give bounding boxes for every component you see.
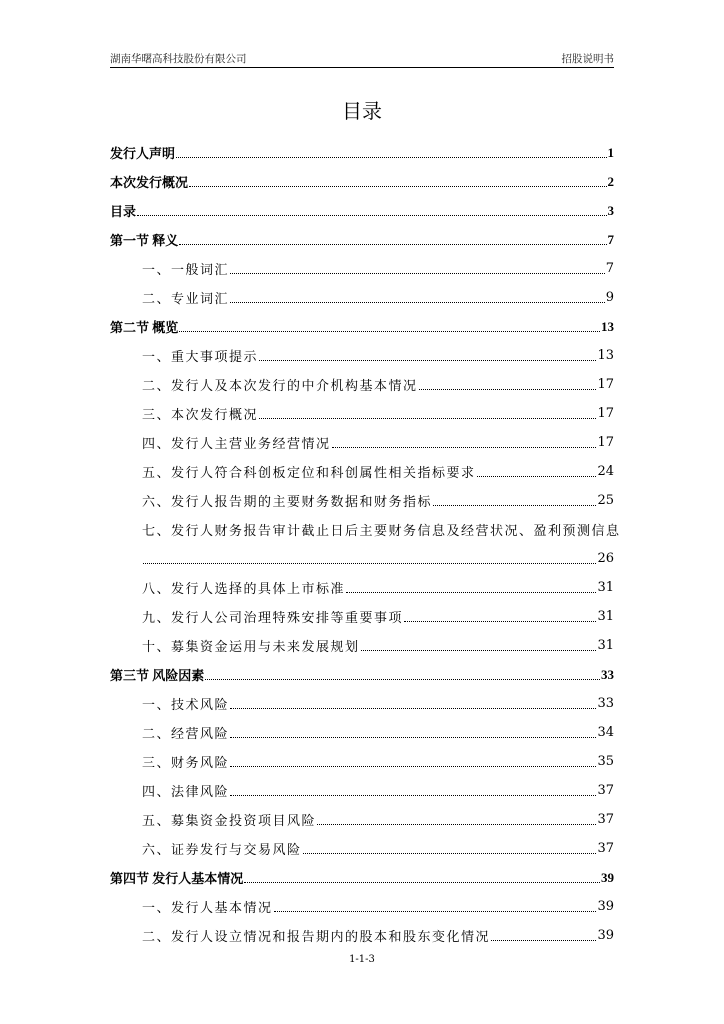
toc-entry-text: 二、专业词汇 [142,292,230,307]
toc-entry-text: 二、经营风险 [142,727,230,742]
toc-entry-page: 9 [605,290,614,305]
toc-entry-text: 六、发行人报告期的主要财务数据和财务指标 [142,495,433,510]
toc-chapter-entry[interactable] [110,225,614,254]
toc-entry-page: 31 [597,580,614,595]
toc-entry-page: 17 [597,435,614,450]
toc-dot-leader [477,457,597,486]
toc-dot-leader [259,399,596,428]
toc-dot-leader [179,312,600,341]
toc-entry-page: 2 [607,173,614,189]
toc-entry[interactable] [110,515,621,544]
toc-entry-page: 37 [597,841,614,856]
toc-entry-page: 31 [597,638,614,653]
toc-dot-leader [404,602,596,631]
header-company: 湖南华曙高科技股份有限公司 [110,53,247,65]
toc-entry-text: 本次发行概况 [110,175,189,190]
toc-entry-page: 34 [597,725,614,740]
toc-dot-leader [230,254,605,283]
toc-chapter-entry[interactable] [110,312,614,341]
toc-entry-text: 三、财务风险 [142,756,230,771]
toc-entry-page: 31 [597,609,614,624]
toc-section-entry[interactable] [110,631,614,660]
toc-entry-text: 一、一般词汇 [142,263,230,278]
toc-dot-leader [419,370,597,399]
toc-dot-leader [189,167,606,196]
toc-entry-text: 第一节 释义 [110,233,179,248]
toc-dot-leader [259,341,596,370]
toc-section-entry[interactable] [110,921,614,950]
toc-section-entry[interactable] [110,370,614,399]
toc-chapter-entry[interactable] [110,863,614,892]
toc-section-entry[interactable] [110,254,614,283]
toc-section-entry[interactable] [110,602,614,631]
toc-chapter-entry[interactable] [110,167,614,196]
toc-dot-leader [491,921,596,950]
page-header [110,51,614,66]
toc-entry-page: 17 [597,377,614,392]
toc-entry-text: 三、本次发行概况 [142,408,259,423]
toc-entry-text: 四、发行人主营业务经营情况 [142,437,331,452]
toc-dot-leader [303,834,597,863]
toc-entry-text: 二、发行人及本次发行的中介机构基本情况 [142,379,418,394]
toc-dot-leader [433,486,596,515]
toc-dot-leader [244,863,600,892]
toc-entry-text: 八、发行人选择的具体上市标准 [142,582,346,597]
toc-entry-text: 目录 [110,204,137,219]
toc-dot-leader [317,805,596,834]
toc-entry-text: 发行人声明 [110,146,176,161]
toc-entry-text: 七、发行人财务报告审计截止日后主要财务信息及经营状况、盈利预测信息 [142,524,621,539]
toc-dot-leader [346,573,596,602]
toc-section-entry[interactable] [110,457,614,486]
toc-entry-text: 一、技术风险 [142,698,230,713]
table-of-contents [110,138,621,950]
toc-entry-text: 第三节 风险因素 [110,668,205,683]
header-doc-type: 招股说明书 [561,53,614,65]
toc-section-entry[interactable] [110,689,614,718]
toc-section-entry[interactable] [110,892,614,921]
toc-section-entry[interactable] [110,283,614,312]
toc-chapter-entry[interactable] [110,660,614,689]
toc-entry-text: 第二节 概览 [110,320,179,335]
toc-entry-text: 十、募集资金运用与未来发展规划 [142,640,360,655]
toc-dot-leader [332,428,597,457]
toc-entry-page: 39 [601,869,614,885]
toc-entry-page: 17 [597,406,614,421]
toc-chapter-entry[interactable] [110,138,614,167]
toc-entry-page: 33 [597,696,614,711]
toc-entry-page: 25 [597,493,614,508]
toc-entry-page: 3 [607,202,614,218]
toc-entry-page: 35 [597,754,614,769]
toc-entry-page: 13 [597,348,614,363]
toc-entry-page: 37 [597,812,614,827]
toc-dot-leader [230,283,605,312]
toc-entry-page: 13 [601,318,614,334]
toc-section-entry[interactable] [110,341,614,370]
toc-entry-page: 26 [597,551,614,566]
toc-section-entry[interactable] [110,834,614,863]
toc-entry-page: 24 [597,464,614,479]
toc-entry-text: 第四节 发行人基本情况 [110,871,244,886]
toc-section-entry[interactable] [110,718,614,747]
toc-section-entry[interactable] [110,573,614,602]
page-title: 目录 [342,99,382,123]
toc-dot-leader [176,138,606,167]
toc-entry-text: 六、证券发行与交易风险 [142,843,302,858]
toc-dot-leader [230,747,596,776]
toc-section-entry[interactable] [110,747,614,776]
toc-dot-leader [230,718,596,747]
toc-dot-leader [230,689,596,718]
toc-entry-page: 7 [605,261,614,276]
toc-entry-text: 五、募集资金投资项目风险 [142,814,317,829]
toc-dot-leader [230,776,596,805]
toc-section-entry[interactable] [110,428,614,457]
toc-section-entry[interactable] [110,399,614,428]
toc-entry-page: 1 [607,144,614,160]
toc-dot-leader [274,892,597,921]
toc-entry-page: 7 [607,231,614,247]
toc-entry-page: 39 [597,928,614,943]
toc-dot-leader [143,544,596,573]
toc-section-entry[interactable] [110,805,614,834]
toc-entry-text: 九、发行人公司治理特殊安排等重要事项 [142,611,404,626]
toc-section-entry[interactable] [110,486,614,515]
toc-entry-text: 二、发行人设立情况和报告期内的股本和股东变化情况 [142,930,491,945]
toc-entry-page: 37 [597,783,614,798]
toc-entry-text: 四、法律风险 [142,785,230,800]
toc-entry-text: 一、发行人基本情况 [142,901,273,916]
page-number: 1-1-3 [349,954,375,965]
toc-entry-text: 一、重大事项提示 [142,350,259,365]
header-rule [110,67,614,68]
toc-entry-page: 33 [601,666,614,682]
toc-dot-leader [137,196,606,225]
toc-entry-page: 39 [597,899,614,914]
toc-entry-text: 五、发行人符合科创板定位和科创属性相关指标要求 [142,466,476,481]
toc-entry-continuation[interactable] [110,544,614,573]
toc-section-entry[interactable] [110,776,614,805]
toc-dot-leader [361,631,597,660]
toc-chapter-entry[interactable] [110,196,614,225]
toc-dot-leader [179,225,606,254]
toc-dot-leader [205,660,600,689]
